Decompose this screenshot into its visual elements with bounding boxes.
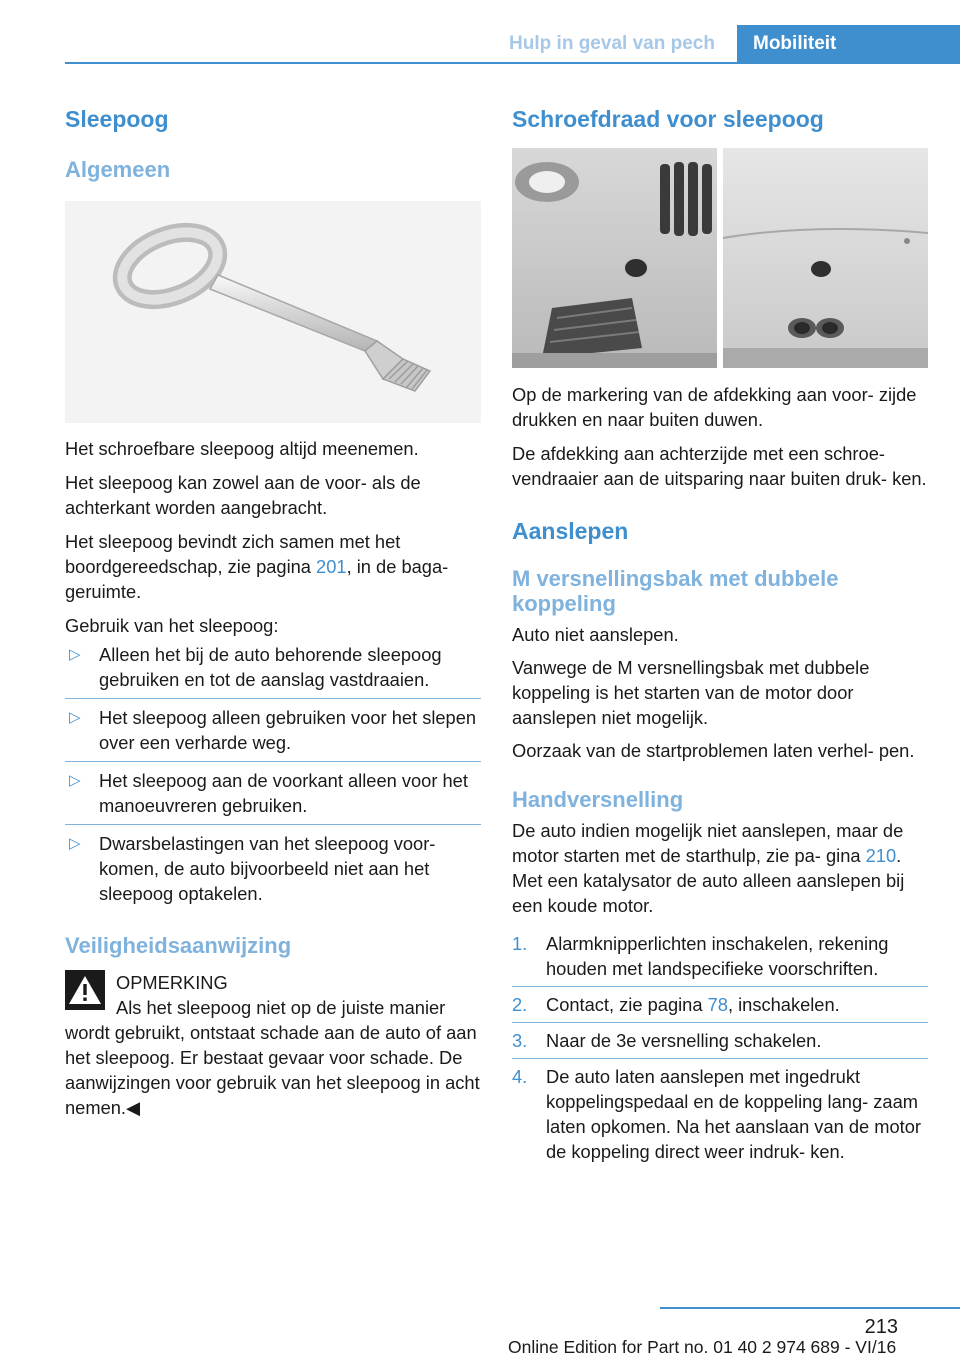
page-link-201[interactable]: 201 — [316, 556, 347, 577]
triangle-bullet-icon: ▷ — [69, 646, 81, 663]
page-link-210[interactable]: 210 — [865, 845, 897, 866]
right-column — [512, 100, 928, 1164]
edition-note: Online Edition for Part no. 01 40 2 974 689 - VI/16 — [508, 1337, 897, 1357]
subsection-title-manual: Handversnelling — [512, 787, 684, 812]
usage-bullet-list — [65, 642, 481, 906]
paragraph-repair: Oorzaak van de startproblemen laten verhel‐ pen. — [512, 740, 915, 761]
warning-label: OPMERKING — [116, 972, 228, 993]
header-rule — [65, 62, 960, 64]
bumper-tow-thread-icon — [512, 148, 928, 368]
triangle-bullet-icon: ▷ — [69, 709, 81, 726]
list-item: ▷ Dwarsbelastingen van het sleepoog voor‐ komen, de auto bijvoorbeeld niet aan het sleepoog optakelen. — [69, 833, 436, 904]
towing-steps-list — [512, 931, 928, 1164]
subsection-title-m-gearbox: M versnellingsbak met dubbele koppeling — [512, 566, 839, 616]
page-link-78[interactable]: 78 — [707, 994, 728, 1015]
list-item: ▷ Alleen het bij de auto behorende sleepoog gebruiken en tot de aanslag vastdraaien. — [65, 642, 481, 692]
footer-rule — [660, 1307, 960, 1309]
paragraph-mounting: Het sleepoog kan zowel aan de voor- als de achterkant worden aangebracht. — [65, 472, 421, 518]
left-column — [65, 100, 481, 1120]
header-chapter-tab: Mobiliteit — [737, 25, 960, 62]
warning-triangle-icon — [65, 970, 105, 1010]
section-title-aanslepen: Aanslepen — [512, 518, 629, 544]
header-section-title: Hulp in geval van pech — [509, 33, 715, 54]
bumper-figure — [512, 148, 928, 368]
tow-eye-figure — [65, 201, 481, 423]
tow-eye-caption: Het schroefbare sleepoog altijd meenemen. — [65, 438, 419, 459]
paragraph-usage-intro: Gebruik van het sleepoog: — [65, 615, 279, 636]
paragraph-gearbox-reason: Vanwege de M versnellingsbak met dubbele koppeling is het starten van de motor door aanslepen niet mogelijk. — [512, 657, 870, 728]
paragraph-location: Het sleepoog bevindt zich samen met het boordgereedschap, zie pagina 201, in de baga‐ geruimte. — [65, 531, 449, 602]
triangle-bullet-icon: ▷ — [69, 835, 81, 852]
subsection-title-safety: Veiligheidsaanwijzing — [65, 933, 292, 958]
tow-eye-icon — [65, 201, 481, 423]
subsection-title-algemeen: Algemeen — [65, 157, 171, 182]
section-title-thread: Schroefdraad voor sleepoog — [512, 106, 824, 132]
list-item: ▷ Het sleepoog aan de voorkant alleen voor het manoeuvreren gebruiken. — [65, 768, 481, 818]
paragraph-manual: De auto indien mogelijk niet aanslepen, maar de motor starten met de starthulp, zie pa‐ gina 210. Met een katalysator de auto alleen aanslepen bij een koude motor. — [512, 820, 905, 916]
list-item: 3. Naar de 3e versnelling schakelen. — [512, 1028, 928, 1053]
paragraph-rear-cover: De afdekking aan achterzijde met een schroe‐ vendraaier aan de uitsparing naar buiten druk‐ ken. — [512, 443, 927, 489]
paragraph-front-cover: Op de markering van de afdekking aan voor‐ zijde drukken en naar buiten duwen. — [512, 384, 917, 430]
list-item: 1. Alarmknipperlichten inschakelen, rekening houden met landspecifieke voorschriften. — [512, 931, 928, 981]
warning-text: Als het sleepoog niet op de juiste manier wordt gebruikt, ontstaat schade aan de auto of aan het sleepoog. Er bestaat gevaar voor schade. De aanwijzingen voor gebruik van het sleepoog in acht nemen.◀ — [65, 997, 480, 1118]
page-number: 213 — [864, 1316, 898, 1338]
list-item: 4. De auto laten aanslepen met ingedrukt koppelingspedaal en de koppeling lang‐ zaam laten opkomen. Na het aanslaan van de motor de koppeling direct weer indruk‐ ken. — [512, 1066, 922, 1162]
paragraph-no-tow: Auto niet aanslepen. — [512, 624, 679, 645]
warning-box — [65, 970, 481, 1120]
list-item: 2. Contact, zie pagina 78, inschakelen. — [512, 992, 928, 1017]
section-title-sleepoog: Sleepoog — [65, 106, 169, 132]
list-item: ▷ Het sleepoog alleen gebruiken voor het slepen over een verharde weg. — [65, 705, 481, 755]
triangle-bullet-icon: ▷ — [69, 772, 81, 789]
